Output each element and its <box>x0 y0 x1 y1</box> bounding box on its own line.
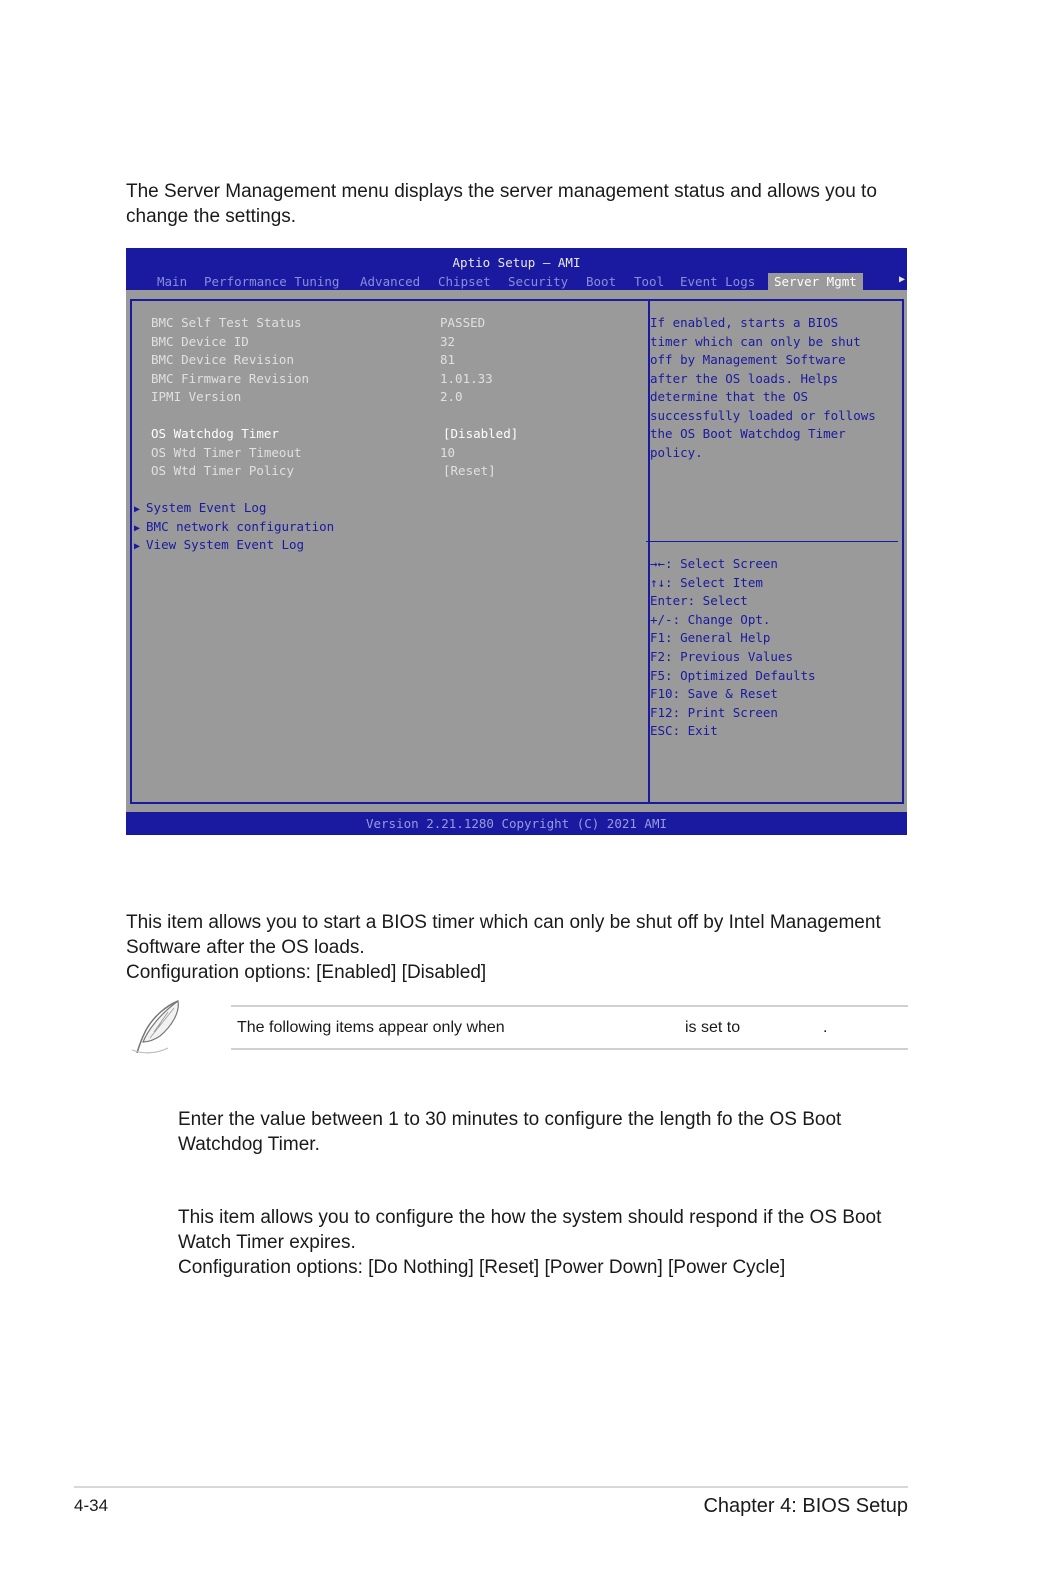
watchdog-description-line2: Software after the OS loads. <box>126 937 365 958</box>
chapter-title: Chapter 4: BIOS Setup <box>703 1495 908 1517</box>
tab-chipset[interactable]: Chipset <box>438 274 491 289</box>
page-number: 4-34 <box>74 1496 109 1515</box>
item-value: 32 <box>440 334 456 349</box>
triangle-right-icon: ▶ <box>134 504 141 515</box>
key-help-line: F2: Previous Values <box>650 649 793 664</box>
key-help-line: Enter: Select <box>650 593 748 608</box>
submenu-label: BMC network configuration <box>146 519 335 534</box>
triangle-right-icon: ▶ <box>134 541 141 552</box>
item-label: BMC Firmware Revision <box>151 371 310 386</box>
feather-note-icon <box>128 998 186 1056</box>
os-wtd-timer-policy-label[interactable]: OS Wtd Timer Policy <box>151 463 294 478</box>
submenu-system-event-log[interactable] <box>134 500 266 515</box>
policy-description-line1: This item allows you to configure the how the system should respond if the OS Boot <box>178 1207 882 1228</box>
bios-tab-bar <box>126 273 907 291</box>
submenu-label: System Event Log <box>146 500 267 515</box>
item-value: 1.01.33 <box>440 371 493 386</box>
os-wtd-timer-timeout-value[interactable]: 10 <box>440 445 456 460</box>
tab-scroll-right-icon[interactable]: ▶ <box>898 274 905 285</box>
bios-help-panel <box>646 299 904 804</box>
policy-description-line2: Watch Timer expires. <box>178 1232 356 1253</box>
key-help-line: F10: Save & Reset <box>650 686 778 701</box>
key-help-line: F5: Optimized Defaults <box>650 668 816 683</box>
key-help-line: ↑↓: Select Item <box>650 575 763 590</box>
os-watchdog-timer-value[interactable]: [Disabled] <box>443 426 519 441</box>
help-line: If enabled, starts a BIOS <box>650 315 839 330</box>
bios-screenshot <box>126 248 907 835</box>
bios-title: Aptio Setup – AMI <box>452 255 581 270</box>
help-line: the OS Boot Watchdog Timer <box>650 426 846 441</box>
help-line: after the OS loads. Helps <box>650 371 839 386</box>
tab-server-mgmt[interactable]: Server Mgmt <box>768 273 863 291</box>
os-wtd-timer-timeout-label[interactable]: OS Wtd Timer Timeout <box>151 445 302 460</box>
help-line: policy. <box>650 445 703 460</box>
item-value: 81 <box>440 352 456 367</box>
timeout-description-line1: Enter the value between 1 to 30 minutes to configure the length fo the OS Boot <box>178 1109 842 1130</box>
help-line: timer which can only be shut <box>650 334 861 349</box>
submenu-label: View System Event Log <box>146 537 305 552</box>
item-label: BMC Self Test Status <box>151 315 302 330</box>
intro-paragraph: The Server Management menu displays the server management status and allows you to change the settings. <box>126 181 877 227</box>
tab-advanced[interactable]: Advanced <box>360 274 421 289</box>
key-help-line: →←: Select Screen <box>650 556 778 571</box>
tab-boot[interactable]: Boot <box>586 274 617 289</box>
help-line: determine that the OS <box>650 389 809 404</box>
item-label: IPMI Version <box>151 389 242 404</box>
note-text <box>237 1019 828 1037</box>
triangle-right-icon: ▶ <box>134 523 141 534</box>
item-label: BMC Device ID <box>151 334 249 349</box>
key-help-line: F12: Print Screen <box>650 705 778 720</box>
os-watchdog-timer-label[interactable]: OS Watchdog Timer <box>151 426 279 441</box>
help-divider <box>646 541 898 542</box>
tab-security[interactable]: Security <box>508 274 569 289</box>
help-line: off by Management Software <box>650 352 846 367</box>
note-rule-bottom <box>231 1048 908 1050</box>
timeout-description-line2: Watchdog Timer. <box>178 1134 320 1155</box>
note-rule-top <box>231 1005 908 1007</box>
key-help-line: +/-: Change Opt. <box>650 612 771 627</box>
help-line: successfully loaded or follows <box>650 408 876 423</box>
key-help-line: F1: General Help <box>650 630 771 645</box>
tab-event-logs[interactable]: Event Logs <box>680 274 756 289</box>
bios-version-text: Version 2.21.1280 Copyright (C) 2021 AMI <box>365 816 668 831</box>
submenu-view-system-event-log[interactable] <box>134 537 304 552</box>
tab-main[interactable]: Main <box>157 274 188 289</box>
submenu-bmc-network-configuration[interactable] <box>134 519 334 534</box>
note-text-part1: The following items appear only when <box>237 1019 505 1036</box>
os-wtd-timer-policy-value[interactable]: [Reset] <box>443 463 496 478</box>
item-value: 2.0 <box>440 389 463 404</box>
watchdog-description-line1: This item allows you to start a BIOS timer which can only be shut off by Intel Management <box>126 912 881 933</box>
footer-rule <box>74 1486 908 1488</box>
tab-tool[interactable]: Tool <box>634 274 665 289</box>
key-help-line: ESC: Exit <box>650 723 718 738</box>
tab-performance-tuning[interactable]: Performance Tuning <box>204 274 340 289</box>
policy-config-options: Configuration options: [Do Nothing] [Reset] [Power Down] [Power Cycle] <box>178 1257 786 1278</box>
note-text-part2: is set to <box>685 1019 741 1036</box>
item-value: PASSED <box>440 315 486 330</box>
note-text-part3: . <box>823 1019 828 1036</box>
bios-title-bar <box>126 248 907 290</box>
bios-version-bar <box>126 812 907 835</box>
watchdog-config-options: Configuration options: [Enabled] [Disabled] <box>126 962 487 983</box>
item-label: BMC Device Revision <box>151 352 294 367</box>
bios-main-panel <box>130 299 650 804</box>
